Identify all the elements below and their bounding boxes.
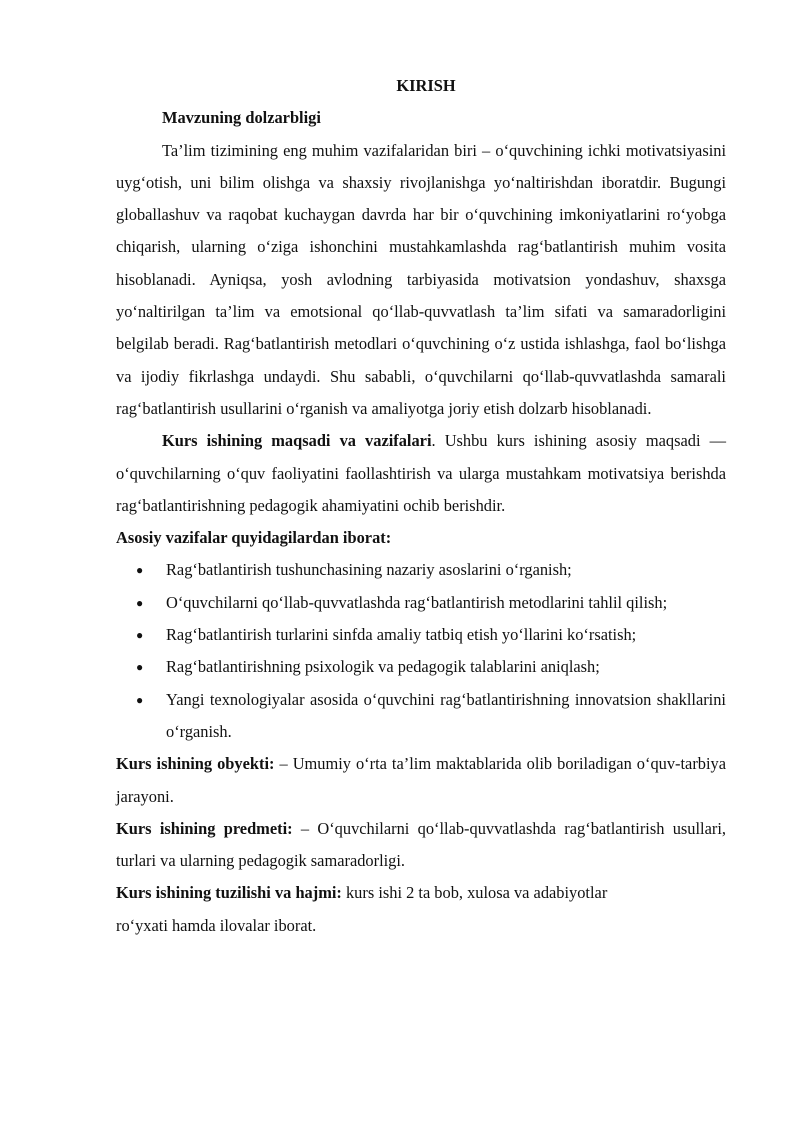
object-label: Kurs ishining obyekti: <box>116 754 275 774</box>
subject-paragraph <box>116 813 726 878</box>
bullet-icon: ● <box>136 595 144 610</box>
list-item <box>136 619 726 651</box>
task-text: O‘quvchilarni qo‘llab-quvvatlashda rag‘batlantirish metodlarini tahlil qilish; <box>166 592 668 612</box>
subject-text: – O‘quvchilarni qo‘llab-quvvatlashda rag‘batlantirish usullari, turlari va ularning pedagogik samaradorligi. <box>116 818 726 871</box>
list-item <box>136 587 726 619</box>
structure-text-line1: kurs ishi 2 ta bob, xulosa va adabiyotlar <box>341 883 608 903</box>
list-item <box>136 651 726 683</box>
section-heading: Mavzuning dolzarbligi <box>162 108 321 128</box>
goal-paragraph <box>116 425 726 522</box>
bullet-icon: ● <box>136 692 144 707</box>
goal-text: . Ushbu kurs ishining asosiy maqsadi — o‘quvchilarning o‘quv faoliyatini faollashtirish va ularga mustahkam motivatsiya berishda rag‘batlantirishning pedagogik ahamiyatini ochib berishdir. <box>116 431 726 515</box>
structure-text-line2: ro‘yxati hamda ilovalar iborat. <box>116 915 317 935</box>
bullet-icon: ● <box>136 563 144 578</box>
goal-label: Kurs ishining maqsadi va vazifalari <box>162 431 432 451</box>
bullet-icon: ● <box>136 628 144 643</box>
document-title: KIRISH <box>396 76 456 95</box>
document-page <box>116 70 726 942</box>
list-item <box>136 684 726 749</box>
task-text: Rag‘batlantirish tushunchasining nazariy asoslarini o‘rganish; <box>166 560 572 580</box>
tasks-list <box>116 554 726 748</box>
object-paragraph <box>116 748 726 813</box>
bullet-icon: ● <box>136 660 144 675</box>
object-text: – Umumiy o‘rta ta’lim maktablarida olib boriladigan o‘quv-tarbiya jarayoni. <box>116 754 726 806</box>
list-item <box>136 554 726 586</box>
task-text: Rag‘batlantirish turlarini sinfda amaliy tatbiq etish yo‘llarini ko‘rsatish; <box>166 625 637 645</box>
structure-paragraph <box>116 877 726 942</box>
task-text: Rag‘batlantirishning psixologik va pedagogik talablarini aniqlash; <box>166 657 600 677</box>
task-text: Yangi texnologiyalar asosida o‘quvchini rag‘batlantirishning innovatsion shakllarini o‘rganish. <box>166 689 726 741</box>
structure-label: Kurs ishining tuzilishi va hajmi: <box>116 883 342 903</box>
intro-paragraph: Ta’lim tizimining eng muhim vazifalaridan biri – o‘quvchining ichki motivatsiyasini uyg‘otish, uni bilim olishga va shaxsiy rivojlanishga yo‘naltirishdan iboratdir. Bugungi globallashuv va raqobat kuchaygan davrda har bir o‘quvchining imkoniyatlarini ro‘yobga chiqarish, ularning o‘ziga ishonchini mustahkamlashda rag‘batlantirish muhim vosita hisoblanadi. Ayniqsa, yosh avlodning tarbiyasida motivatsion yondashuv, shaxsga yo‘naltirilgan ta’lim va emotsional qo‘llab-quvvatlash ta’lim sifati va samaradorligini belgilab beradi. Rag‘batlantirish metodlari o‘quvchining o‘z ustida ishlashga, faol bo‘lishga va ijodiy fikrlashga undaydi. Shu sababli, o‘quvchilarni qo‘llab-quvvatlashda samarali rag‘batlantirish usullarini o‘rganish va amaliyotga joriy etish dolzarb hisoblanadi. <box>116 140 726 418</box>
subject-label: Kurs ishining predmeti: <box>116 818 293 838</box>
tasks-heading: Asosiy vazifalar quyidagilardan iborat: <box>116 528 392 548</box>
